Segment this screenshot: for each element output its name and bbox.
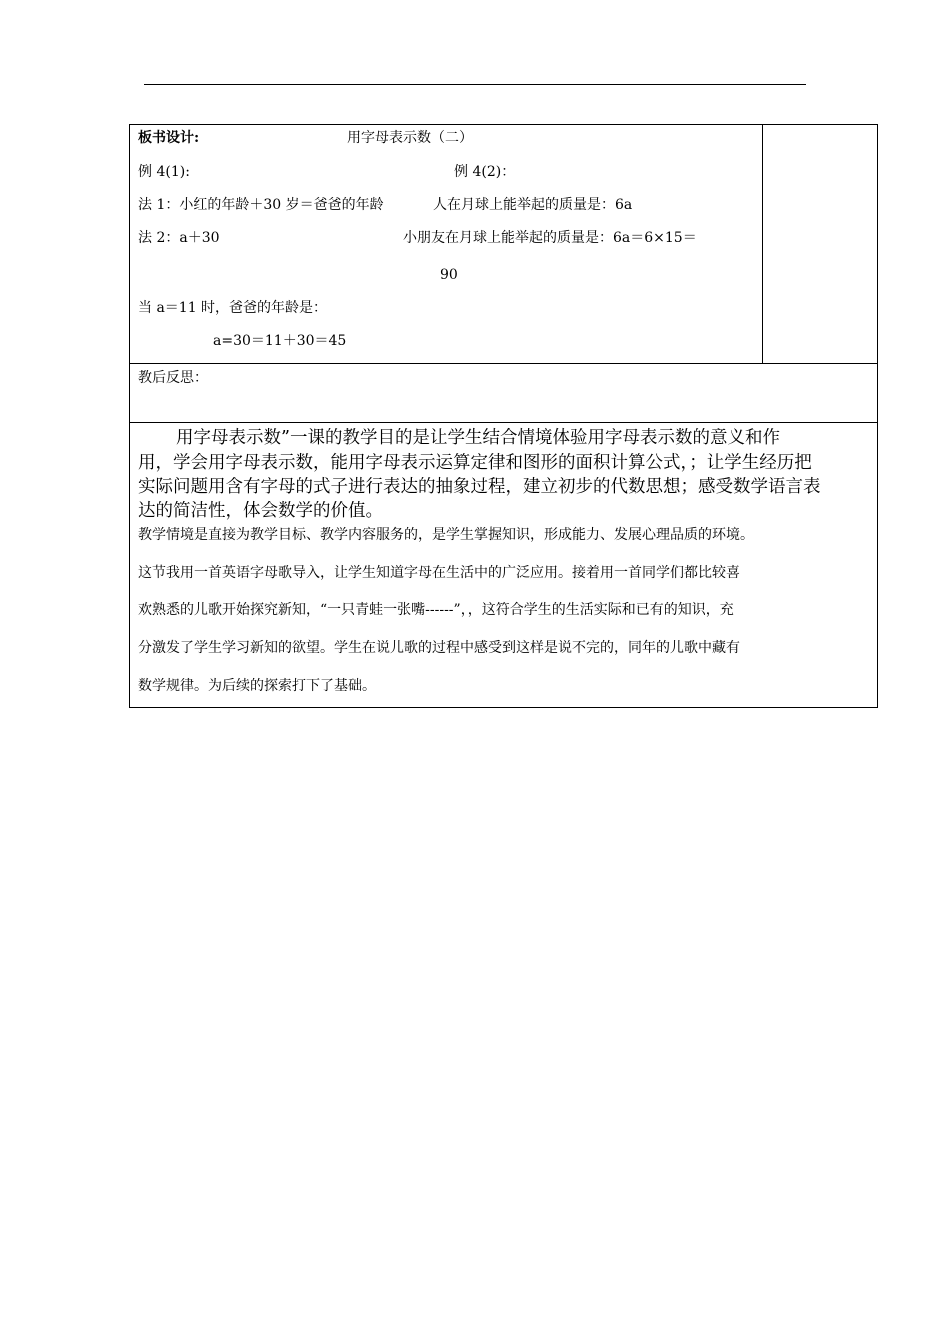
essay-line-4: 达的简洁性，体会数学的价值。 [138, 501, 383, 521]
example-4-2-label: 例 4(2)： [454, 164, 516, 180]
reflection-label: 教后反思： [138, 370, 208, 386]
essay-line-2: 用，学会用字母表示数，能用字母表示运算定律和图形的面积计算公式，；让学生经历把 [138, 453, 812, 473]
when-a-line: 当 a＝11 时，爸爸的年龄是： [138, 300, 328, 316]
board-design-label: 板书设计: [138, 130, 200, 146]
calculation-line: a=30＝11＋30＝45 [213, 333, 347, 349]
essay-paragraph-line-5: 数学规律。为后续的探索打下了基础。 [138, 678, 376, 694]
board-title: 用字母表示数（二） [347, 130, 473, 146]
header-rule [144, 84, 806, 85]
method-1-line: 法 1：小红的年龄＋30 岁＝爸爸的年龄 [138, 197, 384, 213]
essay-paragraph-line-3: 欢熟悉的儿歌开始探究新知，“一只青蛙一张嘴------”，，这符合学生的生活实际和已有的知识，充 [138, 602, 734, 618]
essay-line-1: 用字母表示数”一课的教学目的是让学生结合情境体验用字母表示数的意义和作 [176, 428, 780, 448]
reflection-cell [129, 363, 878, 423]
moon-lift-child-result: 90 [440, 267, 458, 283]
cell-divider [762, 125, 763, 363]
moon-lift-person-line: 人在月球上能举起的质量是：6a [433, 197, 633, 213]
moon-lift-child-line: 小朋友在月球上能举起的质量是：6a＝6×15＝ [403, 230, 697, 246]
method-2-line: 法 2：a＋30 [138, 230, 220, 246]
essay-paragraph-line-4: 分激发了学生学习新知的欲望。学生在说儿歌的过程中感受到这样是说不完的，同年的儿歌中藏有 [138, 640, 740, 656]
essay-paragraph-line-1: 教学情境是直接为教学目标、教学内容服务的，是学生掌握知识，形成能力、发展心理品质的环境。 [138, 527, 754, 543]
essay-line-3: 实际问题用含有字母的式子进行表达的抽象过程，建立初步的代数思想；感受数学语言表 [138, 477, 821, 497]
essay-paragraph-line-2: 这节我用一首英语字母歌导入，让学生知道字母在生活中的广泛应用。接着用一首同学们都比较喜 [138, 565, 740, 581]
example-4-1-label: 例 4(1): [138, 164, 190, 180]
